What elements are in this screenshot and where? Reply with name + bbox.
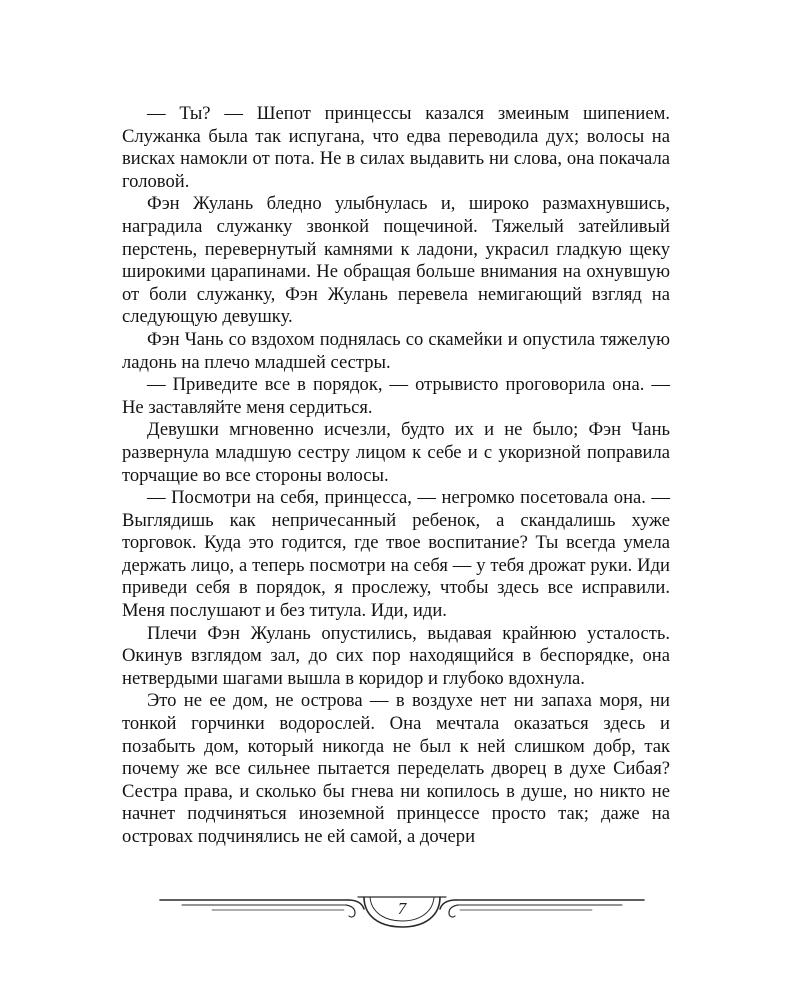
paragraph: Это не ее дом, не острова — в воздухе нет ни запаха моря, ни тонкой горчинки водорослей. Она мечтала оказаться здесь и позабыть дом, который никогда не был к ней слишком добр, так почему же все сильнее пытается переделать дворец в духе Сибая? Сестра права, и сколько бы гнева ни копилось в душе, но никто не начнет подчиняться иноземной принцессе просто так; даже на островах подчинялись не ей самой, а дочери — [122, 690, 670, 847]
paragraph: — Ты? — Шепот принцессы казался змеиным шипением. Служанка была так испугана, что едва переводила дух; волосы на висках намокли от пота. Не в силах выдавить ни слова, она покачала головой. — [122, 103, 670, 192]
page-number: 7 — [397, 899, 407, 918]
paragraph: Фэн Чань со вздохом поднялась со скамейки и опустила тяжелую ладонь на плечо младшей сестры. — [122, 328, 670, 373]
paragraph: Девушки мгновенно исчезли, будто их и не было; Фэн Чань развернула младшую сестру лицом к себе и с укоризной поправила торчащие во все стороны волосы. — [122, 419, 670, 486]
paragraph: Плечи Фэн Жулань опустились, выдавая крайнюю усталость. Окинув взглядом зал, до сих пор находящийся в беспорядке, она нетвердыми шагами вышла в коридор и глубоко вдохнула. — [122, 622, 670, 689]
paragraph: Фэн Жулань бледно улыбнулась и, широко размахнувшись, наградила служанку звонкой пощечиной. Тяжелый затейливый перстень, перевернутый камнями к ладони, украсил гладкую щеку широкими царапинами. Не обращая больше внимания на охнувшую от боли служанку, Фэн Жулань перевела немигающий взгляд на следующую девушку. — [122, 193, 670, 328]
paragraph: — Посмотри на себя, принцесса, — негромко посетовала она. — Выглядишь как непричесанный ребенок, а скандалишь хуже торговок. Куда это годится, где твое воспитание? Ты всегда умела держать лицо, а теперь посмотри на себя — у тебя дрожат руки. Иди приведи себя в порядок, я прослежу, чтобы здесь все исправили. Меня послушают и без титула. Иди, иди. — [122, 487, 670, 622]
folio-ornament — [152, 893, 652, 943]
paragraph: — Приведите все в порядок, — отрывисто проговорила она. — Не заставляйте меня сердиться. — [122, 374, 670, 418]
body-text — [122, 103, 670, 849]
